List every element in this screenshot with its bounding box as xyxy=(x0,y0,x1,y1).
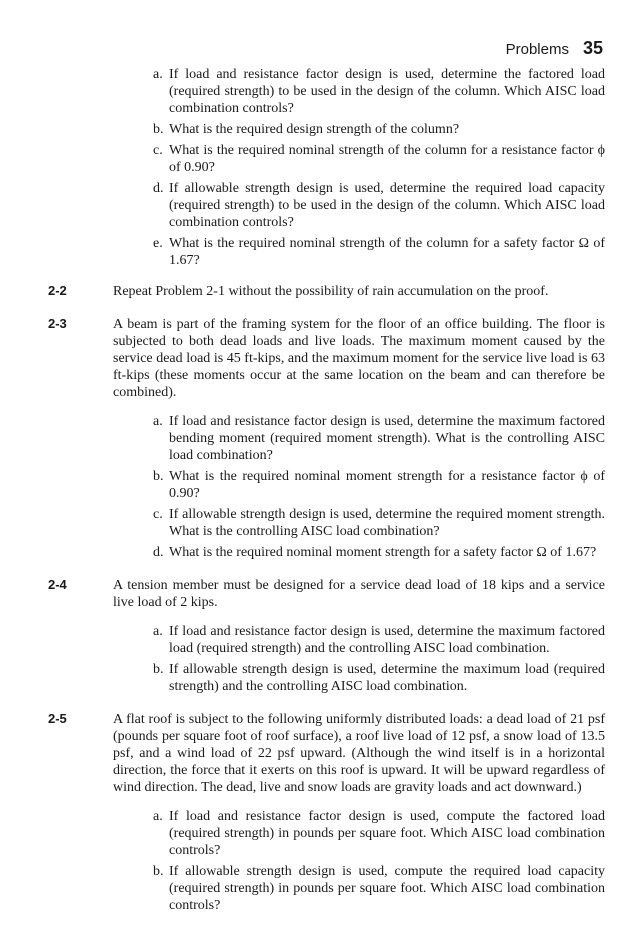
problem-2-5 xyxy=(48,711,605,914)
problem-number: 2-2 xyxy=(48,283,67,298)
problem-2-4 xyxy=(48,577,605,695)
problem-parts xyxy=(113,413,605,561)
problem-2-3 xyxy=(48,316,605,561)
part-item: e. What is the required nominal strength of the column for a safety factor Ω of 1.67? xyxy=(153,236,605,268)
part-item: d. If allowable strength design is used, determine the required load capacity (required strength) to be used in the design of the column. Which AISC load combination controls? xyxy=(153,181,605,230)
section-title: Problems xyxy=(505,41,569,58)
part-item: a. If load and resistance factor design is used, compute the factored load (required strength) in pounds per square foot. Which AISC load combination controls? xyxy=(153,809,605,858)
problem-text: A tension member must be designed for a service dead load of 18 kips and a service live load of 2 kips. xyxy=(113,578,605,610)
part-item: b. What is the required design strength of the column? xyxy=(153,122,460,137)
problem-text: A beam is part of the framing system for the floor of an office building. The floor is subjected to both dead loads and live loads. The maximum moment caused by the service dead load is 45 ft-kips, and the maximum moment for the service live load is 63 ft-kips (these moments occur at the same location on the beam and can therefore be combined). xyxy=(113,317,605,400)
problem-2-1-continuation xyxy=(113,66,605,269)
problem-text: A flat roof is subject to the following uniformly distributed loads: a dead load of 21 psf (pounds per square foot of roof surface), a roof live load of 12 psf, a snow load of 13.5 psf, and a wind load of 22 psf upward. (Although the wind itself is in a horizontal direction, the force that it exerts on this roof is upward. It will be upward regardless of wind direction. The dead, live and snow loads are gravity loads and act downward.) xyxy=(113,712,605,795)
problem-number: 2-3 xyxy=(48,316,67,331)
part-item: a. If load and resistance factor design is used, determine the maximum factored bending moment (required moment strength). What is the controlling AISC load combination? xyxy=(153,414,605,463)
part-item: a. If load and resistance factor design is used, determine the maximum factored load (required strength) and the controlling AISC load combination. xyxy=(153,624,605,656)
part-item: b. If allowable strength design is used, compute the required load capacity (required strength) in pounds per square foot. Which AISC load combination controls? xyxy=(153,864,605,913)
problem-parts xyxy=(113,623,605,695)
continuation-parts xyxy=(113,66,605,269)
part-item: d. What is the required nominal moment strength for a safety factor Ω of 1.67? xyxy=(153,545,597,560)
problem-number: 2-5 xyxy=(48,711,67,726)
page-number: 35 xyxy=(582,38,603,58)
page-body xyxy=(48,66,605,930)
problem-2-2 xyxy=(48,283,605,300)
part-item: b. If allowable strength design is used, determine the maximum load (required strength) and the controlling AISC load combination. xyxy=(153,662,605,694)
part-item: c. What is the required nominal strength of the column for a resistance factor ϕ of 0.90? xyxy=(153,143,605,175)
page-header xyxy=(506,38,603,59)
part-item: b. What is the required nominal moment strength for a resistance factor ϕ of 0.90? xyxy=(153,469,605,501)
problem-parts xyxy=(113,808,605,914)
part-item: a. If load and resistance factor design is used, determine the factored load (required strength) to be used in the design of the column. Which AISC load combination controls? xyxy=(153,67,605,116)
part-item: c. If allowable strength design is used, determine the required moment strength. What is the controlling AISC load combination? xyxy=(153,507,605,539)
problem-text: Repeat Problem 2-1 without the possibility of rain accumulation on the proof. xyxy=(113,284,549,299)
problem-number: 2-4 xyxy=(48,577,67,592)
